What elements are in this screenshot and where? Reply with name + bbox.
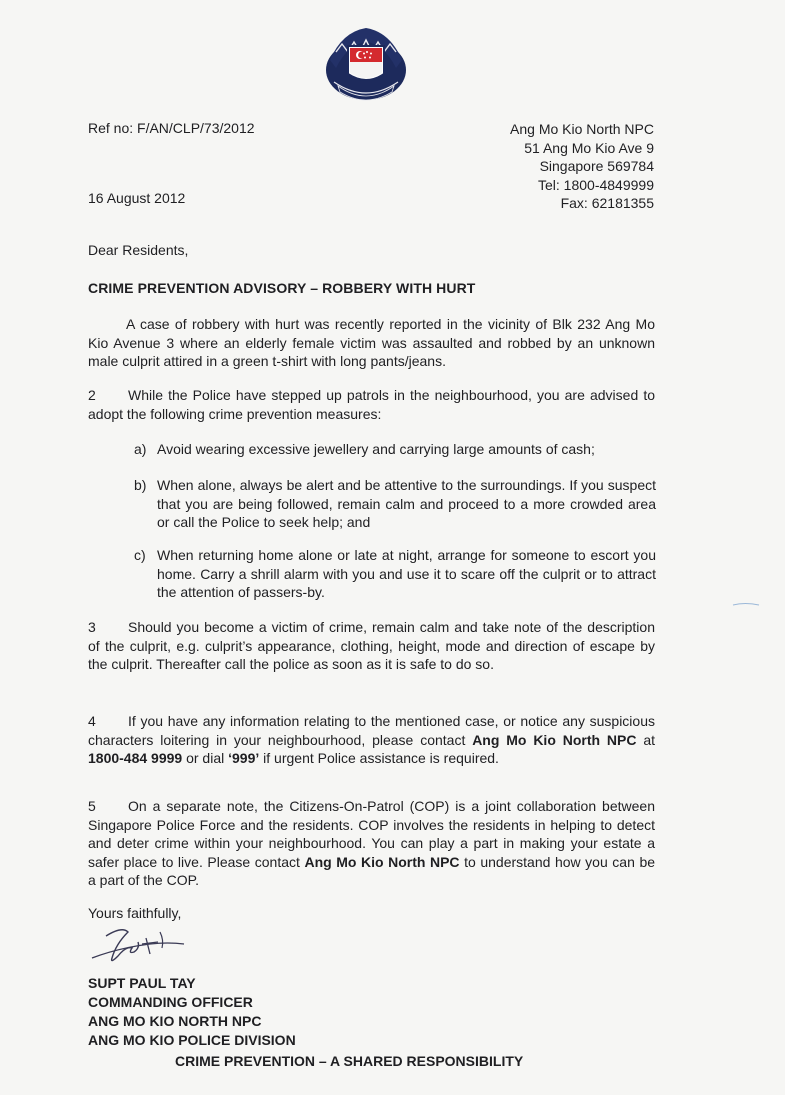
signatory-unit: ANG MO KIO NORTH NPC [88,1013,262,1029]
reference-number: Ref no: F/AN/CLP/73/2012 [88,120,255,136]
list-marker: c) [134,547,146,563]
footer-motto: CRIME PREVENTION – A SHARED RESPONSIBILITY [175,1053,524,1069]
paragraph-text: if urgent Police assistance is required. [259,750,499,766]
paragraph-1: A case of robbery with hurt was recently reported in the vicinity of Blk 232 Ang Mo Kio Avenue 3 where an elderly female victim was assaulted and robbed by an unknown male culprit attired in a green t-shirt with long pants/jeans. [88,316,655,369]
address-line: Ang Mo Kio North NPC [510,121,654,137]
npc-name: Ang Mo Kio North NPC [304,853,460,870]
paragraph-number: 3 [88,619,96,635]
paragraph-number: 4 [88,713,96,729]
paragraph-number: 2 [88,387,96,403]
subject-heading: CRIME PREVENTION ADVISORY – ROBBERY WITH HURT [88,280,476,296]
list-marker: b) [134,477,147,493]
list-marker: a) [134,441,147,457]
address-phone: Tel: 1800-4849999 [538,176,654,193]
handwritten-signature-icon [88,918,198,970]
paragraph-3 [88,618,655,674]
address-line: 51 Ang Mo Kio Ave 9 [524,139,654,156]
measure-text: When returning home alone or late at night, arrange for someone to escort you home. Carry a shrill alarm with you and use it to scare off the culprit or to attract the attention of passers-by. [157,547,656,600]
signatory-block [88,974,296,1050]
npc-name: Ang Mo Kio North NPC [472,731,637,748]
signatory-title: COMMANDING OFFICER [88,994,253,1010]
salutation: Dear Residents, [88,242,189,258]
measure-item [134,440,656,459]
paragraph-text: to understand how you can be a part of the COP. [88,853,656,888]
paragraph-text: Should you become a victim of crime, remain calm and take note of the description of the culprit, e.g. culprit’s appearance, clothing, height, mode and direction of escape by the culprit. Thereafter call the police as soon as it is safe to do so. [88,619,655,672]
letter-date: 16 August 2012 [88,190,186,206]
paragraph-text: If you have any information relating to the mentioned case, or notice any suspicious characters loitering in your neighbourhood, please contact [88,713,655,748]
paragraph-text: or dial [182,750,229,766]
closing-line: Yours faithfully, [88,905,182,921]
measure-text: Avoid wearing excessive jewellery and carrying large amounts of cash; [157,441,595,457]
paragraph-text: at [636,731,655,748]
paragraph-5 [88,797,655,890]
stray-pen-mark [731,600,761,608]
hotline-number: 1800-484 9999 [88,750,183,766]
measure-text: When alone, always be alert and be attentive to the surroundings. If you suspect that you are being followed, remain calm and proceed to a more crowded area or call the Police to seek help; and [157,477,656,530]
measure-item [134,546,656,602]
paragraph-text: While the Police have stepped up patrols in the neighbourhood, you are advised to adopt the following crime prevention measures: [88,387,655,422]
signatory-name: SUPT PAUL TAY [88,975,196,991]
measure-item [134,476,656,532]
sender-address [510,120,654,213]
emergency-number: ‘999’ [228,750,260,766]
paragraph-text: On a separate note, the Citizens-On-Patrol (COP) is a joint collaboration between Singapore Police Force and the residents. COP involves the residents in helping to detect and deter crime within your neighbourhood. You can play a part in making your estate a safer place to live. Please contact [88,798,655,870]
paragraph-2 [88,386,655,423]
address-line: Singapore 569784 [539,158,654,174]
paragraph-4 [88,712,655,768]
address-fax: Fax: 62181355 [560,195,654,211]
police-crest-icon [322,22,410,104]
paragraph-number: 5 [88,798,96,814]
signatory-division: ANG MO KIO POLICE DIVISION [88,1032,296,1048]
